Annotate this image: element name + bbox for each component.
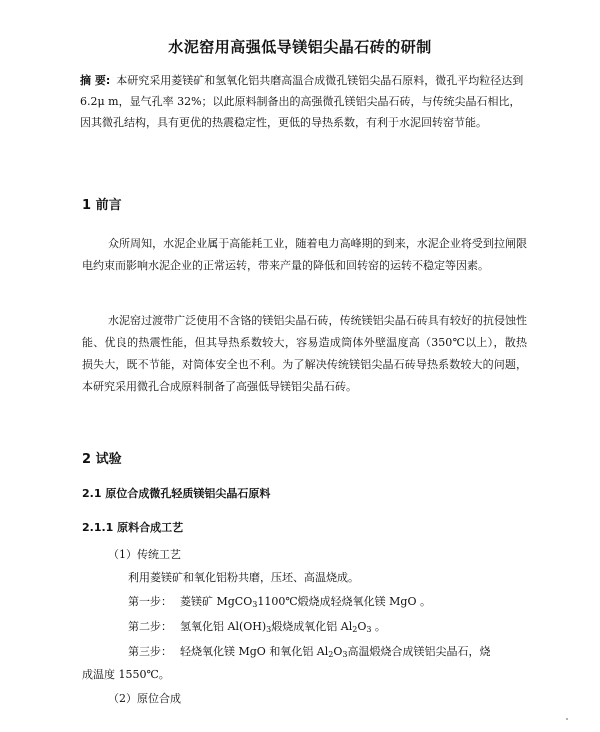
subsection-2-1-heading: 2.1 原位合成微孔轻质镁铝尖晶石原料 bbox=[82, 487, 271, 500]
section-1-paragraph-1: 众所周知，水泥企业属于高能耗工业，随着电力高峰期的到来，水泥企业将受到拉闸限电约束而影响水泥企业的正常运转，带来产量的降低和回转窑的运转不稳定等因素。 bbox=[82, 237, 527, 272]
item-traditional-process: （1）传统工艺 bbox=[108, 548, 181, 561]
step-1-text-b: 1100℃煅烧成轻烧氧化镁 MgO 。 bbox=[257, 595, 431, 608]
paper-title: 水泥窑用高强低导镁铝尖晶石砖的研制 bbox=[168, 38, 432, 56]
step-3-label: 第三步： bbox=[128, 645, 172, 658]
step-1-text-a: 菱镁矿 MgCO bbox=[180, 595, 253, 608]
abstract-text: 本研究采用菱镁矿和氢氧化铝共磨高温合成微孔镁铝尖晶石原料，微孔平均粒径达到 6.2μ m，显气孔率 32%；以此原料制备出的高强微孔镁铝尖晶石砖，与传统尖晶石相比，因其微孔结构，具有更优的热震稳定性，更低的导热系数，有利于水泥回转窑节能。 bbox=[80, 74, 524, 129]
step-2-label: 第二步： bbox=[128, 620, 172, 633]
step-2-subscript-3: 3 bbox=[366, 625, 372, 634]
step-3-subscript-1: 2 bbox=[328, 650, 334, 659]
item-in-situ-synthesis: （2）原位合成 bbox=[108, 692, 181, 705]
step-2-text-d: 。 bbox=[371, 620, 386, 633]
section-1-paragraph-2: 水泥窑过渡带广泛使用不含铬的镁铝尖晶石砖，传统镁铝尖晶石砖具有较好的抗侵蚀性能、优良的热震性能，但其导热系数较大，容易造成筒体外壁温度高（350℃以上），散热损失大，既不节能，对筒体安全也不利。为了解决传统镁铝尖晶石砖导热系数较大的问题，本研究采用微孔合成原料制备了高强低导镁铝尖晶石砖。 bbox=[82, 314, 527, 393]
step-2-text-b: 煅烧成氧化铝 Al bbox=[271, 620, 353, 633]
abstract-label: 摘 要: bbox=[80, 74, 111, 87]
step-2-text-a: 氢氧化铝 Al(OH) bbox=[180, 620, 267, 633]
step-3 bbox=[128, 643, 491, 659]
step-2 bbox=[128, 618, 386, 634]
step-3-text-a: 轻烧氧化镁 MgO 和氧化铝 Al bbox=[180, 645, 329, 658]
step-3-subscript-2: 3 bbox=[342, 650, 348, 659]
section-1-heading: 1 前言 bbox=[82, 198, 122, 213]
step-2-subscript-1: 3 bbox=[266, 625, 272, 634]
step-3-text-c: 高温煅烧合成镁铝尖晶石，烧 bbox=[347, 645, 491, 658]
step-2-subscript-2: 2 bbox=[352, 625, 358, 634]
step-3-text-b: O bbox=[333, 645, 343, 658]
step-1-label: 第一步： bbox=[128, 595, 172, 608]
abstract bbox=[80, 70, 530, 133]
subsection-2-1-1-heading: 2.1.1 原料合成工艺 bbox=[82, 521, 184, 534]
step-1-subscript: 3 bbox=[252, 600, 258, 609]
step-1 bbox=[128, 593, 431, 609]
step-3-continuation: 成温度 1550℃。 bbox=[82, 668, 170, 681]
page-speck bbox=[566, 718, 568, 720]
section-2-heading: 2 试验 bbox=[82, 452, 122, 467]
traditional-process-description: 利用菱镁矿和氧化铝粉共磨，压坯、高温烧成。 bbox=[128, 571, 359, 584]
step-2-text-c: O bbox=[357, 620, 367, 633]
